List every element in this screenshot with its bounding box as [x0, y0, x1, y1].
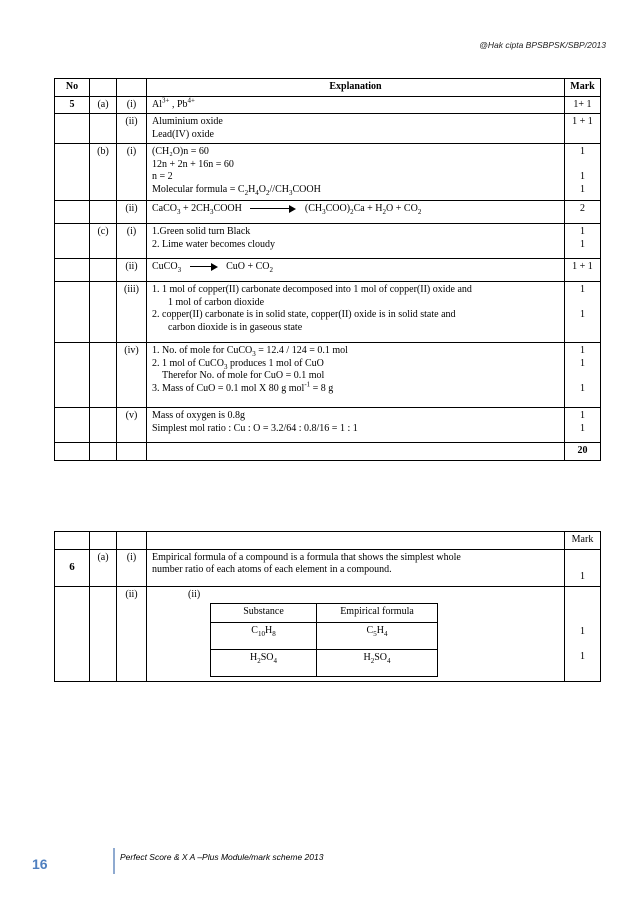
mark-cell: 1 1 [565, 282, 601, 343]
part-label: (a) [90, 549, 117, 586]
subpart-label: (ii) [117, 201, 147, 224]
mark-cell: 1 1 [565, 408, 601, 443]
answer-cell: CaCO$_3$ + $2CH_3COOH$ $(CH_3COO)_2Ca + H_2O + CO_2$ [147, 201, 565, 224]
part-label: (a) [90, 96, 117, 114]
mark-cell: 1 + 1 [565, 259, 601, 282]
table-row [55, 586, 601, 681]
header-explanation: Explanation [147, 79, 565, 97]
footer-text: Perfect Score & X A –Plus Module/mark scheme 2013 [120, 852, 324, 862]
answer-cell: $Al^{3+}$ , $Pb^{4+}$ [147, 96, 565, 114]
table-row [55, 201, 601, 224]
mark-cell: 2 [565, 201, 601, 224]
mark-scheme-table-q6 [54, 531, 601, 682]
substance-cell: $H_2SO_4$ [211, 650, 317, 677]
subpart-label: (i) [117, 549, 147, 586]
subpart-label: (i) [117, 224, 147, 259]
answer-cell: (ii) Substance Empirical formula $C_{10}H_8$ $C_5H_4$ $H_2SO_4$ $H_2SO_4$ [147, 586, 565, 681]
answer-cell: Empirical formula of a compound is a formula that shows the simplest whole number ratio of each atoms of each element in a compound. [147, 549, 565, 586]
answer-cell: Aluminium oxide Lead(IV) oxide [147, 114, 565, 144]
table-row [55, 96, 601, 114]
table-row [55, 114, 601, 144]
subpart-label: (ii) [117, 114, 147, 144]
question-number: 5 [55, 96, 90, 114]
mark-cell: 1 1 1 [565, 343, 601, 408]
reaction-arrow-icon [250, 205, 296, 213]
copyright-note: @Hak cipta BPSBPSK/SBP/2013 [479, 40, 606, 50]
subpart-label: (iv) [117, 343, 147, 408]
mark-scheme-table-q5 [54, 78, 601, 461]
subpart-label: (i) [117, 96, 147, 114]
question-number: 6 [55, 549, 90, 586]
mark-cell: 1 [565, 549, 601, 586]
answer-cell: 1. 1 mol of copper(II) carbonate decomposed into 1 mol of copper(II) oxide and 1 mol of carbon dioxide 2. copper(II) carbonate is in solid state, copper(II) oxide is in solid state and carbon dioxide is in gaseous state [147, 282, 565, 343]
total-row [55, 443, 601, 461]
total-mark: 20 [565, 443, 601, 461]
answer-cell: Mass of oxygen is 0.8g Simplest mol ratio : Cu : O = 3.2/64 : 0.8/16 = 1 : 1 [147, 408, 565, 443]
table-row [55, 549, 601, 586]
part-label: (c) [90, 224, 117, 259]
answer-cell: CuCO$_3$ CuO + $CO_2$ [147, 259, 565, 282]
footer-divider [113, 848, 115, 874]
subpart-label: (v) [117, 408, 147, 443]
table-header-row [55, 79, 601, 97]
answer-cell: (CH₂O)n = 60 12n + 2n + 16n = 60 n = 2 Molecular formula = $C_2H_4O_2//CH_3COOH$ [147, 144, 565, 201]
table-row [55, 408, 601, 443]
mark-cell: 1 1 [565, 224, 601, 259]
header-no: No [55, 79, 90, 97]
mark-cell: 1 1 1 [565, 144, 601, 201]
table-row [55, 343, 601, 408]
subpart-label: (ii) [117, 586, 147, 681]
reaction-arrow-icon [190, 263, 218, 271]
subpart-label: (iii) [117, 282, 147, 343]
col-substance: Substance [211, 604, 317, 623]
col-empirical-formula: Empirical formula [317, 604, 438, 623]
table-row [55, 282, 601, 343]
table-row [55, 144, 601, 201]
answer-cell: 1.Green solid turn Black 2. Lime water becomes cloudy [147, 224, 565, 259]
header-mark: Mark [565, 79, 601, 97]
part-label: (b) [90, 144, 117, 201]
mark-cell: 1+ 1 [565, 96, 601, 114]
answer-cell: 1. No. of mole for CuCO$_3$ = 12.4 / 124 = 0.1 mol 2. 1 mol of CuCO$_3$ produces 1 mol of CuO Therefor No. of mole for CuO = 0.1 mol 3. Mass of CuO = 0.1 mol X 80 g mol$^{-1}$ = 8 g [147, 343, 565, 408]
subpart-label: (ii) [117, 259, 147, 282]
header-mark: Mark [565, 532, 601, 550]
table-row [55, 259, 601, 282]
mark-cell: 1 + 1 [565, 114, 601, 144]
mark-cell: 1 1 [565, 586, 601, 681]
page-number: 16 [32, 856, 48, 872]
substance-cell: $C_{10}H_8$ [211, 623, 317, 650]
formula-cell: $H_2SO_4$ [317, 650, 438, 677]
formula-cell: $C_5H_4$ [317, 623, 438, 650]
subpart-label: (i) [117, 144, 147, 201]
table-row [55, 224, 601, 259]
empirical-formula-table [210, 603, 438, 677]
table-header-row [55, 532, 601, 550]
